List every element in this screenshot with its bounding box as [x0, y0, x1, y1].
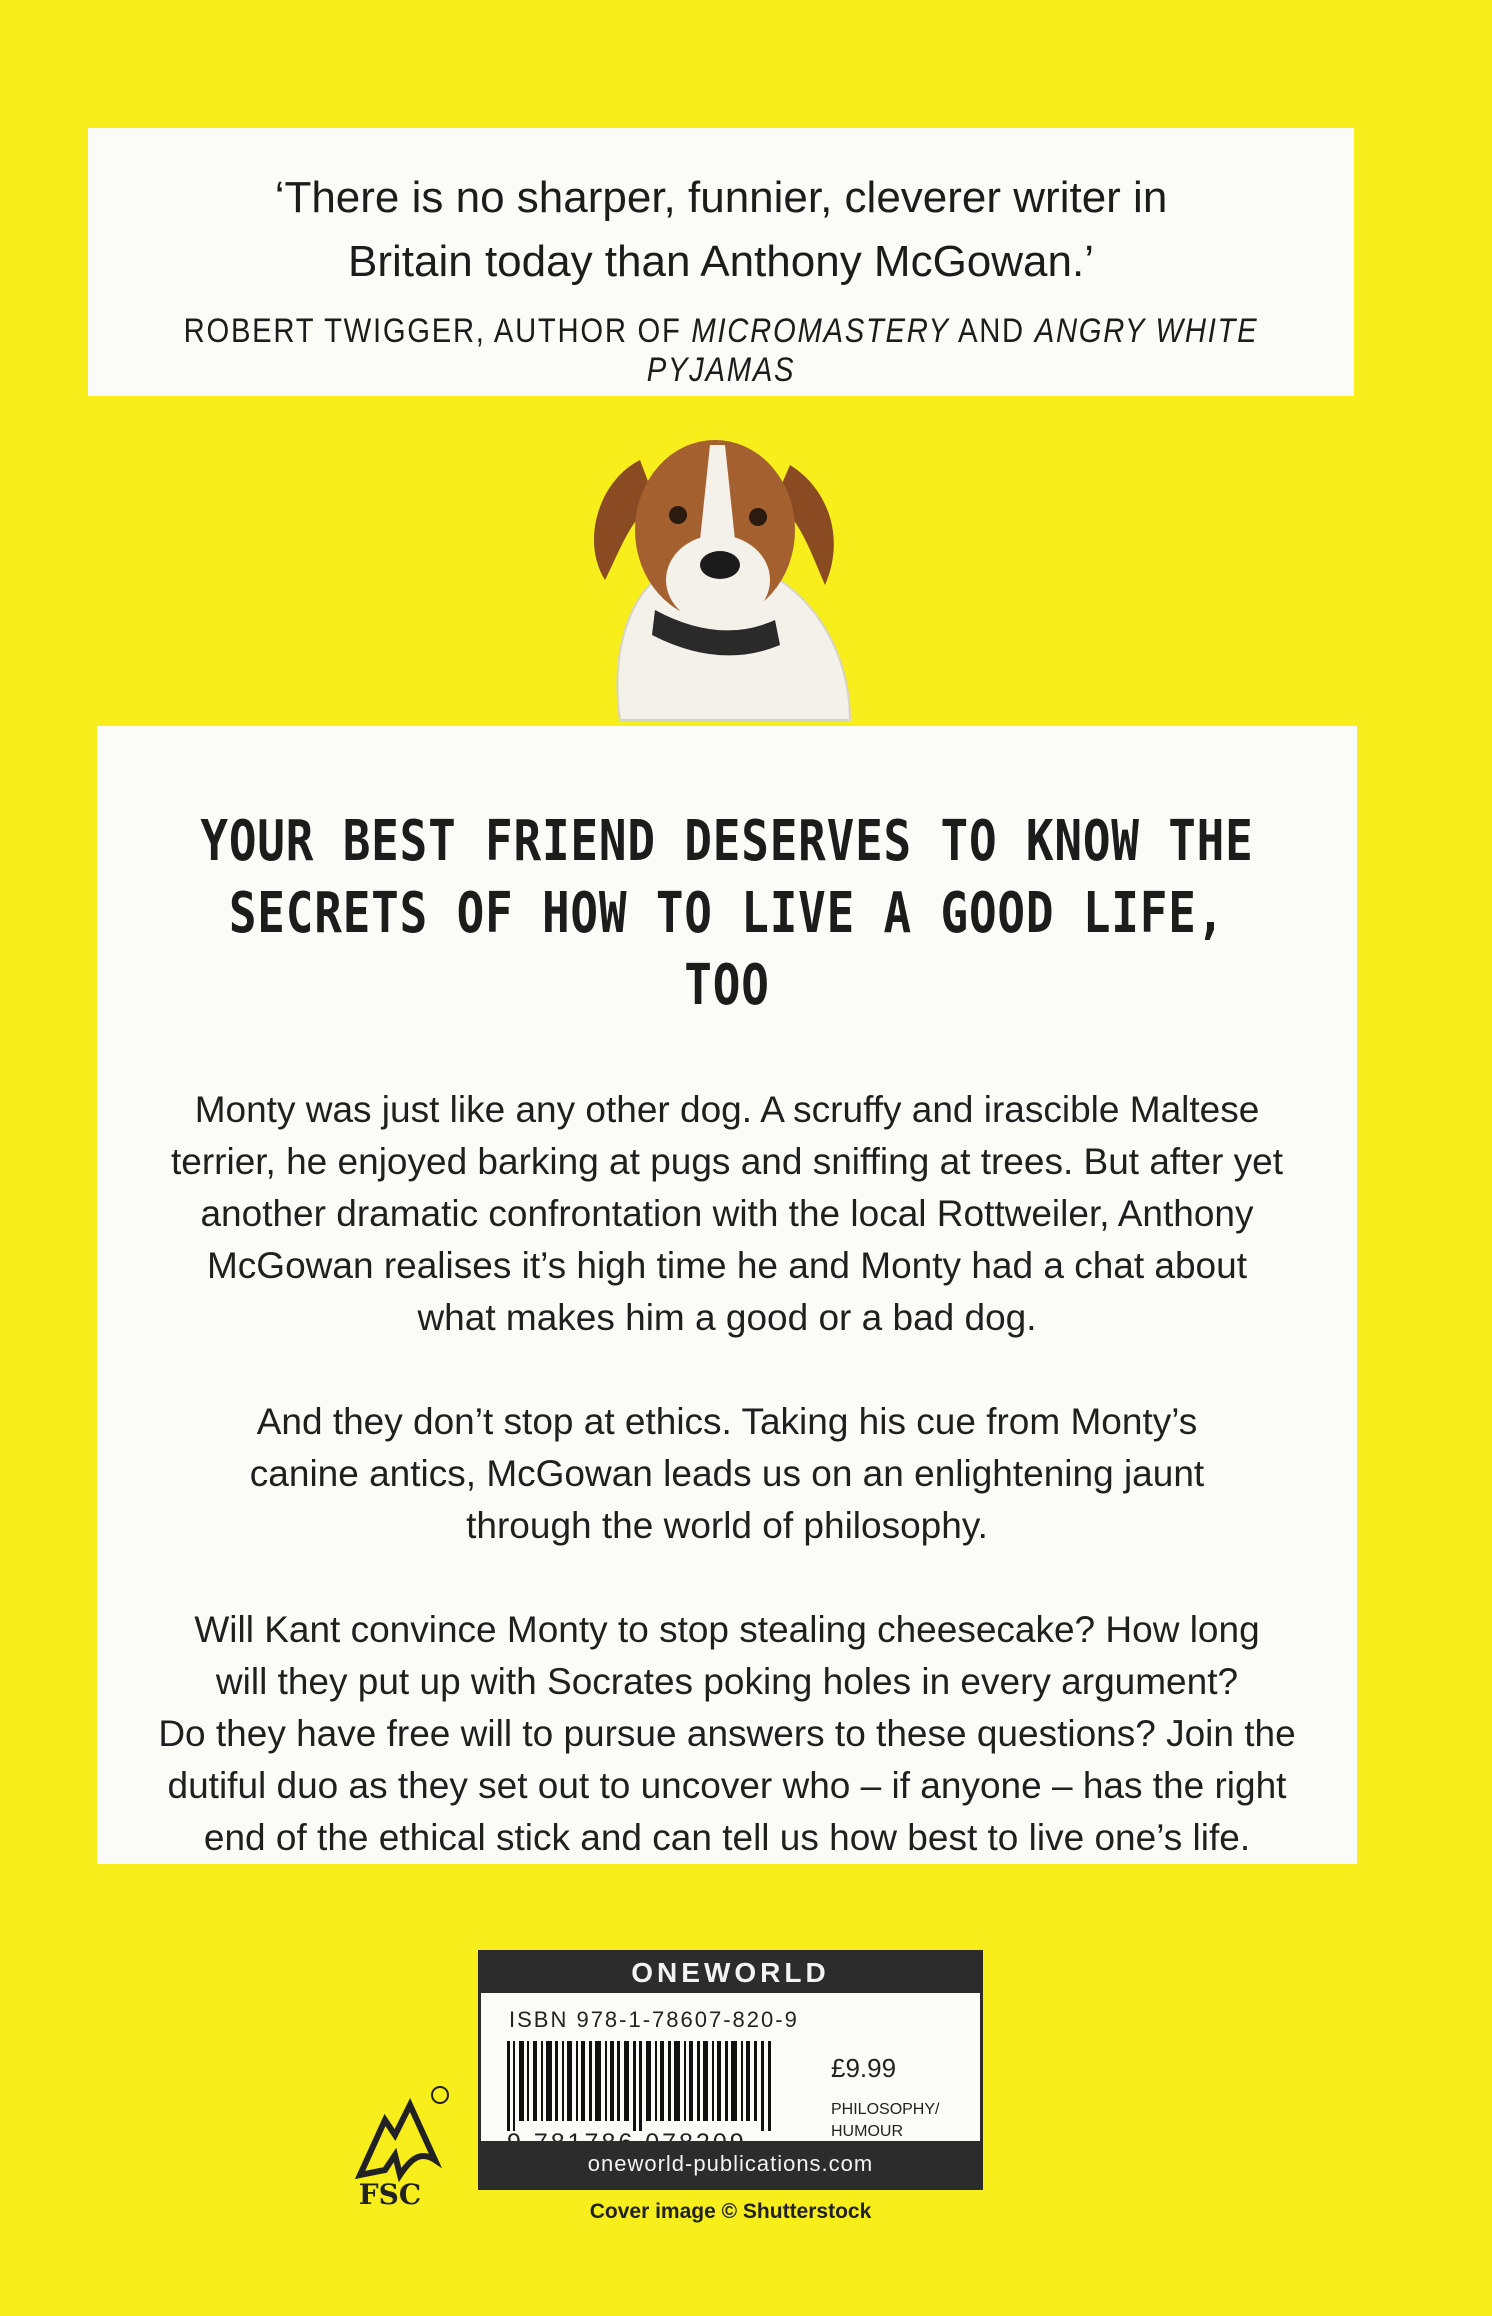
blurb-line: Do they have free will to pursue answers to these questions? Join the — [158, 1713, 1296, 1754]
blurb-paragraph-2 — [117, 1396, 1337, 1552]
category — [831, 2099, 939, 2143]
blurb-line: end of the ethical stick and can tell us how best to live one’s life. — [203, 1817, 1251, 1858]
attribution-mid: AND — [949, 312, 1035, 350]
publisher-name: ONEWORLD — [481, 1953, 980, 1993]
attribution-prefix: ROBERT TWIGGER, AUTHOR OF — [183, 312, 692, 350]
category-line-1: PHILOSOPHY/ — [831, 2101, 940, 2118]
blurb-line: terrier, he enjoyed barking at pugs and sniffing at trees. But after yet — [170, 1141, 1284, 1182]
blurb-line: will they put up with Socrates poking holes in every argument? — [215, 1661, 1239, 1702]
blurb-paragraph-1 — [117, 1084, 1337, 1344]
blurb-line: canine antics, McGowan leads us on an enlightening jaunt — [249, 1453, 1205, 1494]
blurb-line: Will Kant convince Monty to stop stealing cheesecake? How long — [194, 1609, 1260, 1650]
barcode-panel — [478, 1950, 983, 2190]
barcode-icon — [505, 2041, 773, 2131]
cover-image-credit: Cover image © Shutterstock — [589, 2200, 872, 2223]
book-title-2: ANGRY WHITE PYJAMAS — [646, 312, 1259, 389]
quote-box — [88, 128, 1354, 396]
quote-attribution — [177, 312, 1266, 390]
blurb-line: McGowan realises it’s high time he and Monty had a chat about — [206, 1245, 1247, 1286]
blurb-paragraph-3 — [117, 1604, 1337, 1864]
blurb-line: And they don’t stop at ethics. Taking his cue from Monty’s — [256, 1401, 1198, 1442]
category-line-2: HUMOUR — [831, 2123, 903, 2140]
quote-line-2: Britain today than Anthony McGowan.’ — [348, 237, 1094, 286]
book-title-1: MICROMASTERY — [691, 312, 950, 350]
publisher-website: oneworld-publications.com — [481, 2141, 980, 2187]
blurb-line: through the world of philosophy. — [466, 1505, 988, 1546]
blurb-line: another dramatic confrontation with the local Rottweiler, Anthony — [200, 1193, 1254, 1234]
price: £9.99 — [831, 2053, 897, 2083]
dog-illustration — [560, 420, 880, 730]
blurb-box — [97, 726, 1357, 1864]
quote-line-1: ‘There is no sharper, funnier, cleverer writer in — [274, 173, 1168, 222]
headline-line-1: YOUR BEST FRIEND DESERVES TO KNOW THE — [200, 809, 1254, 874]
headline-line-2: SECRETS OF HOW TO LIVE A GOOD LIFE, TOO — [228, 881, 1226, 1018]
blurb-line: what makes him a good or a bad dog. — [417, 1297, 1037, 1338]
blurb-line: dutiful duo as they set out to uncover who – if anyone – has the right — [167, 1765, 1287, 1806]
fsc-label: FSC — [358, 2178, 422, 2211]
isbn-label: ISBN 978-1-78607-820-9 — [509, 2007, 799, 2032]
blurb-line: Monty was just like any other dog. A scruffy and irascible Maltese — [194, 1089, 1260, 1130]
